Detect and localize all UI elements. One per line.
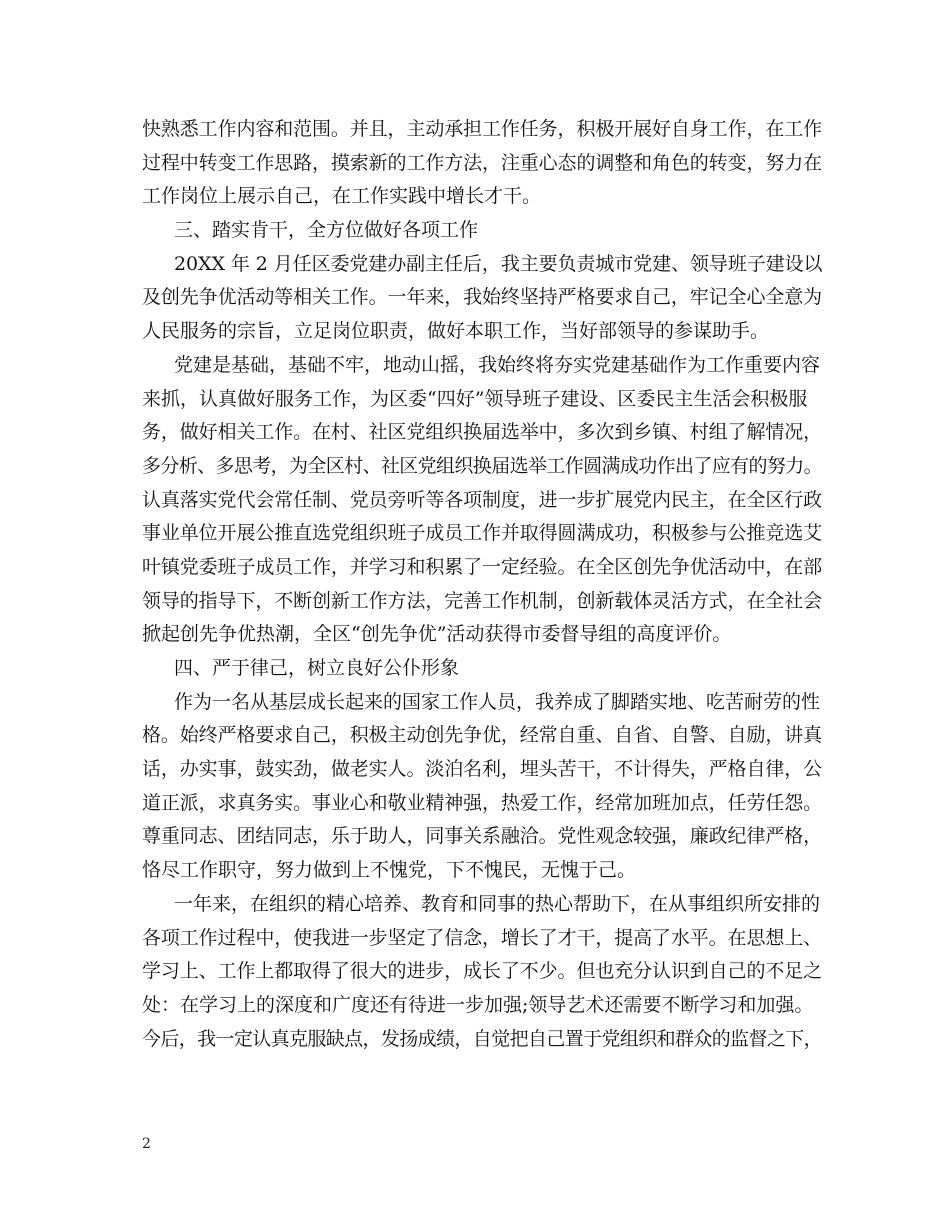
text-line: 格。始终严格要求自己，积极主动创先争优，经常自重、自省、自警、自励，讲真 <box>142 724 823 747</box>
text-line: 三、踏实肯干，全方位做好各项工作 <box>174 219 479 242</box>
text-line: 及创先争优活动等相关工作。一年来，我始终坚持严格要求自己，牢记全心全意为 <box>142 286 823 309</box>
text-line: 掀起创先争优热潮，全区“创先争优”活动获得市委督导组的高度评价。 <box>142 623 732 646</box>
text-line: 话，办实事，鼓实劲，做老实人。淡泊名利，埋头苦干，不计得失，严格自律，公 <box>142 758 823 781</box>
text-line: 一年来，在组织的精心培养、教育和同事的热心帮助下，在从事组织所安排的 <box>174 892 821 915</box>
text-line: 道正派，求真务实。事业心和敬业精神强，热爱工作，经常加班加点，任劳任怨。 <box>142 791 823 814</box>
text-line: 叶镇党委班子成员工作，并学习和积累了一定经验。在全区创先争优活动中，在部 <box>142 555 823 578</box>
page-number: 2 <box>142 1136 151 1152</box>
text-line: 认真落实党代会常任制、党员旁听等各项制度，进一步扩展党内民主，在全区行政 <box>142 488 823 511</box>
text-line: 恪尽工作职守，努力做到上不愧党，下不愧民，无愧于己。 <box>142 859 637 882</box>
text-line: 20XX 年 2 月任区委党建办副主任后，我主要负责城市党建、领导班子建设以 <box>174 252 823 275</box>
text-line: 工作岗位上展示自己，在工作实践中增长才干。 <box>142 185 542 208</box>
text-line: 事业单位开展公推直选党组织班子成员工作并取得圆满成功，积极参与公推竞选艾 <box>142 522 823 545</box>
text-line: 学习上、工作上都取得了很大的进步，成长了不少。但也充分认识到自己的不足之 <box>142 960 823 983</box>
text-line: 各项工作过程中，使我进一步坚定了信念，增长了才干，提高了水平。在思想上、 <box>142 926 823 949</box>
text-line: 领导的指导下，不断创新工作方法，完善工作机制，创新载体灵活方式，在全社会 <box>142 589 823 612</box>
text-line: 过程中转变工作思路，摸索新的工作方法，注重心态的调整和角色的转变，努力在 <box>142 151 823 174</box>
text-line: 来抓，认真做好服务工作，为区委“四好”领导班子建设、区委民主生活会积极服 <box>142 387 808 410</box>
text-line: 务，做好相关工作。在村、社区党组织换届选举中，多次到乡镇、村组了解情况， <box>142 421 823 444</box>
text-line: 快熟悉工作内容和范围。并且，主动承担工作任务，积极开展好自身工作，在工作 <box>142 118 823 140</box>
text-line: 处：在学习上的深度和广度还有待进一步加强;领导艺术还需要不断学习和加强。 <box>142 993 814 1016</box>
text-line: 四、严于律己，树立良好公仆形象 <box>174 657 460 679</box>
document-body <box>142 113 822 1056</box>
text-line: 人民服务的宗旨，立足岗位职责，做好本职工作，当好部领导的参谋助手。 <box>142 320 770 343</box>
text-line: 多分析、多思考，为全区村、社区党组织换届选举工作圆满成功作出了应有的努力。 <box>142 454 823 477</box>
text-line: 党建是基础，基础不牢，地动山摇，我始终将夯实党建基础作为工作重要内容 <box>174 353 821 376</box>
text-line: 作为一名从基层成长起来的国家工作人员，我养成了脚踏实地、吃苦耐劳的性 <box>174 690 821 713</box>
text-line: 今后，我一定认真克服缺点，发扬成绩，自觉把自己置于党组织和群众的监督之下， <box>142 1027 823 1050</box>
text-line: 尊重同志、团结同志，乐于助人，同事关系融洽。党性观念较强，廉政纪律严格， <box>142 825 823 848</box>
